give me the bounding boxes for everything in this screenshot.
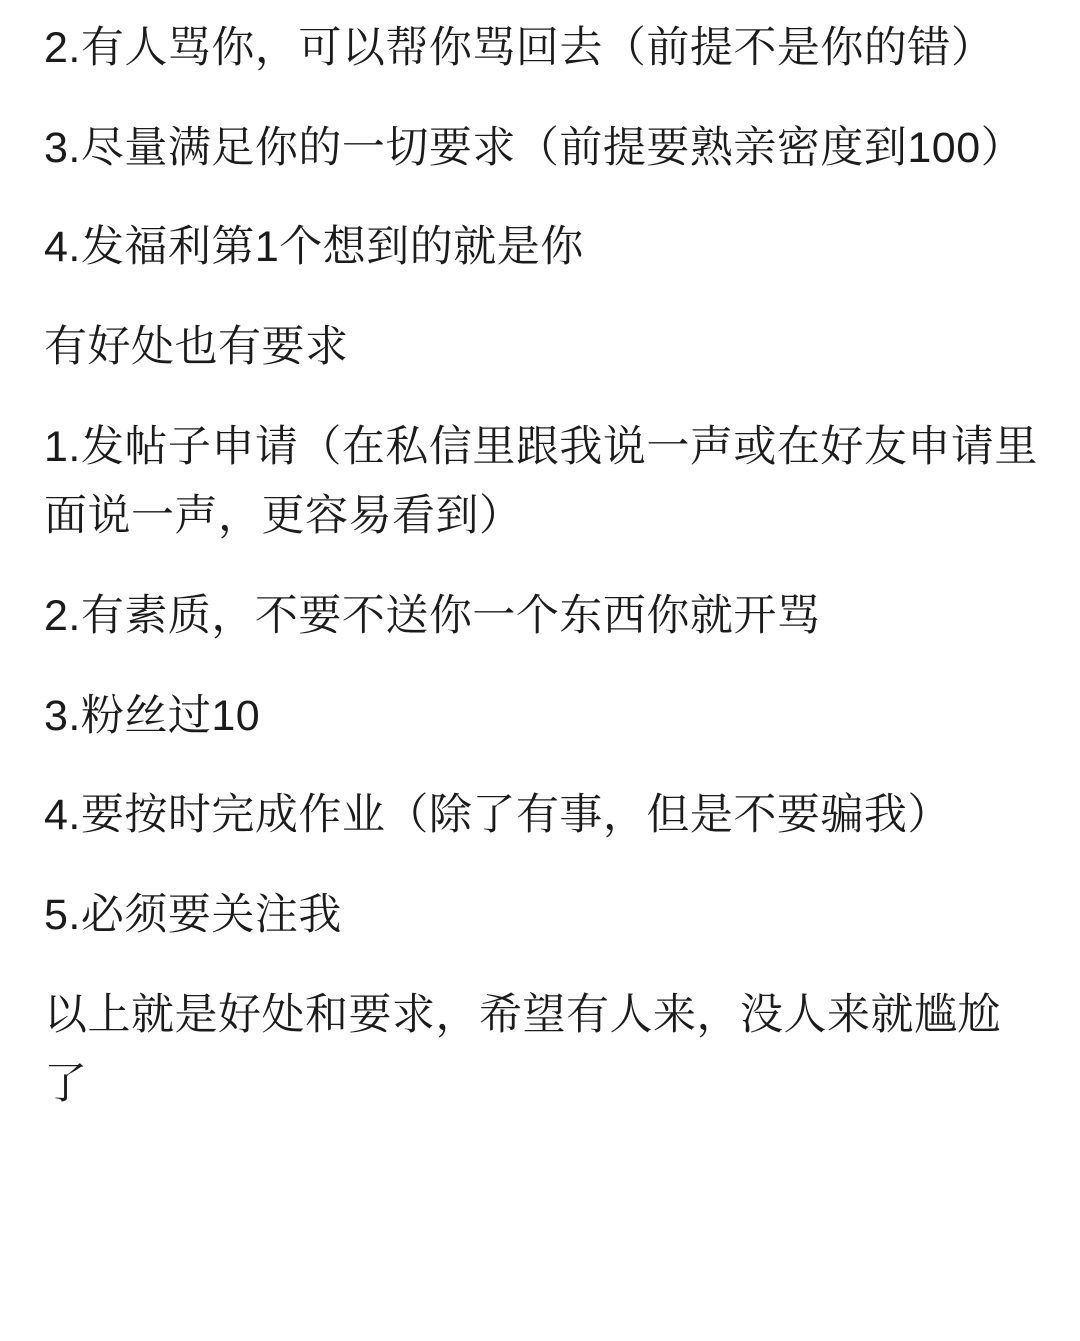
- paragraph-requirement-4: 4.要按时完成作业（除了有事，但是不要骗我）: [44, 791, 951, 840]
- paragraph-benefit-4: 4.发福利第1个想到的就是你: [44, 223, 584, 272]
- paragraph-benefit-2: 2.有人骂你，可以帮你骂回去（前提不是你的错）: [44, 24, 995, 72]
- paragraph-closing: 以上就是好处和要求，希望有人来，没人来就尴尬了: [44, 990, 1001, 1109]
- paragraph-section-heading: 有好处也有要求: [44, 322, 349, 371]
- paragraph-requirement-1: 1.发帖子申请（在私信里跟我说一声或在好友申请里面说一声，更容易看到）: [44, 422, 1038, 541]
- paragraph-benefit-3: 3.尽量满足你的一切要求（前提要熟亲密度到100）: [44, 123, 1025, 172]
- paragraph-requirement-2: 2.有素质，不要不送你一个东西你就开骂: [44, 591, 821, 640]
- paragraph-requirement-5: 5.必须要关注我: [44, 890, 342, 939]
- paragraph-requirement-3: 3.粉丝过10: [44, 691, 261, 740]
